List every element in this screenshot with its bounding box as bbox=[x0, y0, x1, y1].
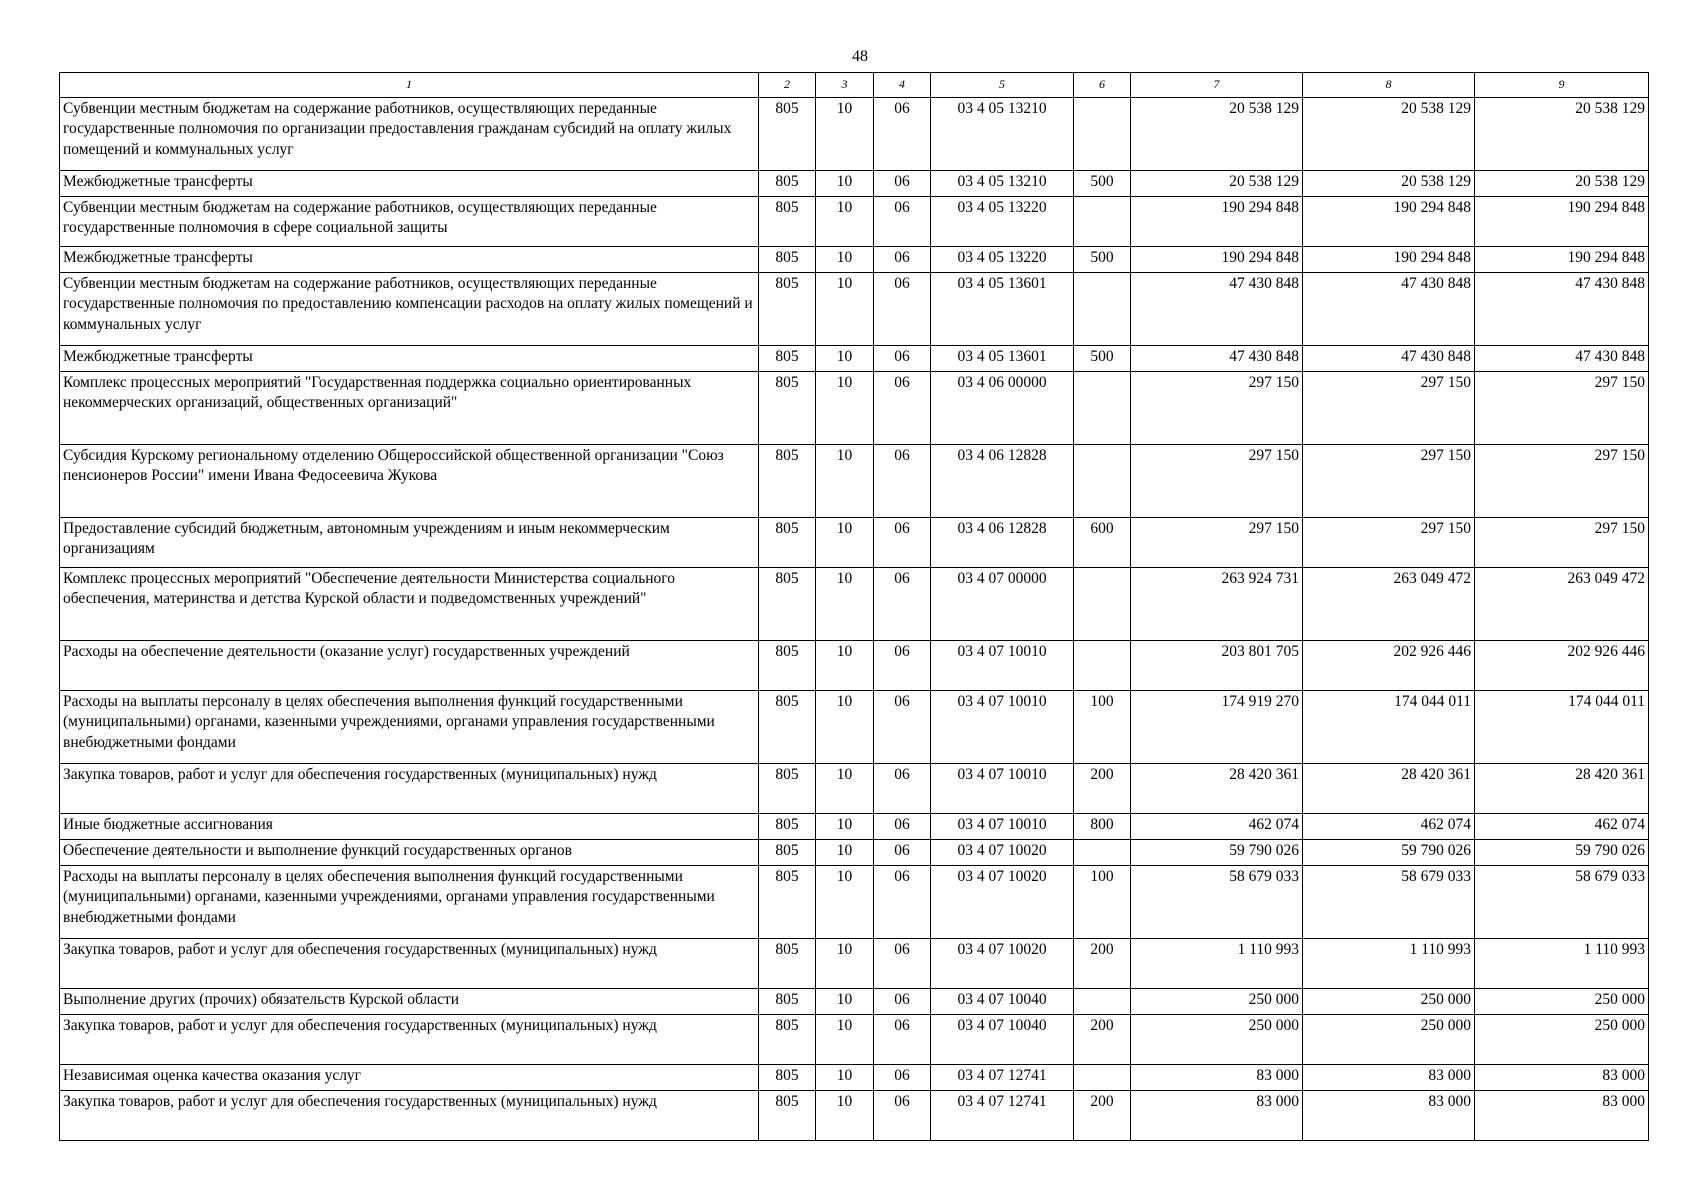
row-section-code: 10 bbox=[816, 247, 874, 273]
row-amount-col9: 462 074 bbox=[1475, 814, 1649, 840]
row-ministry-code: 805 bbox=[759, 1091, 816, 1141]
row-amount-col8: 83 000 bbox=[1303, 1065, 1475, 1091]
row-amount-col7: 190 294 848 bbox=[1131, 197, 1303, 247]
row-amount-col8: 250 000 bbox=[1303, 1015, 1475, 1065]
table-row bbox=[60, 866, 1649, 939]
row-section-code: 10 bbox=[816, 98, 874, 171]
row-expense-type bbox=[1074, 445, 1131, 518]
row-amount-col9: 297 150 bbox=[1475, 518, 1649, 568]
row-ministry-code: 805 bbox=[759, 445, 816, 518]
row-ministry-code: 805 bbox=[759, 247, 816, 273]
table-row bbox=[60, 814, 1649, 840]
row-description: Закупка товаров, работ и услуг для обеспечения государственных (муниципальных) нужд bbox=[60, 939, 759, 989]
row-amount-col7: 190 294 848 bbox=[1131, 247, 1303, 273]
table-row bbox=[60, 171, 1649, 197]
row-target-article: 03 4 05 13220 bbox=[931, 197, 1074, 247]
row-section-code: 10 bbox=[816, 840, 874, 866]
row-expense-type: 200 bbox=[1074, 1091, 1131, 1141]
row-description: Независимая оценка качества оказания услуг bbox=[60, 1065, 759, 1091]
row-section-code: 10 bbox=[816, 518, 874, 568]
row-section-code: 10 bbox=[816, 372, 874, 445]
row-subsection-code: 06 bbox=[874, 568, 931, 641]
table-row bbox=[60, 247, 1649, 273]
row-ministry-code: 805 bbox=[759, 866, 816, 939]
row-target-article: 03 4 07 10020 bbox=[931, 866, 1074, 939]
row-target-article: 03 4 07 10040 bbox=[931, 989, 1074, 1015]
row-subsection-code: 06 bbox=[874, 866, 931, 939]
row-target-article: 03 4 07 10010 bbox=[931, 764, 1074, 814]
row-description: Межбюджетные трансферты bbox=[60, 346, 759, 372]
row-subsection-code: 06 bbox=[874, 273, 931, 346]
row-amount-col9: 250 000 bbox=[1475, 989, 1649, 1015]
row-description: Субсидия Курскому региональному отделению Общероссийской общественной организации "Союз пенсионеров России" имени Ивана Федосеевича Жукова bbox=[60, 445, 759, 518]
row-amount-col8: 202 926 446 bbox=[1303, 641, 1475, 691]
row-section-code: 10 bbox=[816, 939, 874, 989]
table-row bbox=[60, 518, 1649, 568]
row-expense-type: 500 bbox=[1074, 247, 1131, 273]
row-section-code: 10 bbox=[816, 1065, 874, 1091]
row-section-code: 10 bbox=[816, 764, 874, 814]
column-header: 8 bbox=[1303, 73, 1475, 98]
table-row bbox=[60, 1015, 1649, 1065]
table-row bbox=[60, 273, 1649, 346]
row-amount-col9: 190 294 848 bbox=[1475, 247, 1649, 273]
row-amount-col7: 1 110 993 bbox=[1131, 939, 1303, 989]
row-subsection-code: 06 bbox=[874, 518, 931, 568]
row-amount-col8: 1 110 993 bbox=[1303, 939, 1475, 989]
row-expense-type bbox=[1074, 273, 1131, 346]
budget-table bbox=[59, 72, 1649, 1141]
row-amount-col9: 28 420 361 bbox=[1475, 764, 1649, 814]
row-amount-col8: 297 150 bbox=[1303, 518, 1475, 568]
row-amount-col8: 174 044 011 bbox=[1303, 691, 1475, 764]
row-amount-col8: 190 294 848 bbox=[1303, 247, 1475, 273]
row-section-code: 10 bbox=[816, 346, 874, 372]
row-amount-col7: 297 150 bbox=[1131, 372, 1303, 445]
row-expense-type bbox=[1074, 568, 1131, 641]
table-row bbox=[60, 197, 1649, 247]
row-expense-type: 200 bbox=[1074, 764, 1131, 814]
column-header: 6 bbox=[1074, 73, 1131, 98]
column-header: 7 bbox=[1131, 73, 1303, 98]
row-expense-type bbox=[1074, 98, 1131, 171]
row-expense-type: 500 bbox=[1074, 346, 1131, 372]
row-target-article: 03 4 06 00000 bbox=[931, 372, 1074, 445]
row-subsection-code: 06 bbox=[874, 989, 931, 1015]
row-ministry-code: 805 bbox=[759, 197, 816, 247]
row-expense-type: 500 bbox=[1074, 171, 1131, 197]
column-number-row bbox=[60, 73, 1649, 98]
row-ministry-code: 805 bbox=[759, 939, 816, 989]
row-amount-col8: 47 430 848 bbox=[1303, 346, 1475, 372]
column-header: 4 bbox=[874, 73, 931, 98]
row-expense-type: 200 bbox=[1074, 1015, 1131, 1065]
row-amount-col9: 20 538 129 bbox=[1475, 171, 1649, 197]
row-target-article: 03 4 07 12741 bbox=[931, 1065, 1074, 1091]
row-amount-col7: 83 000 bbox=[1131, 1065, 1303, 1091]
row-subsection-code: 06 bbox=[874, 372, 931, 445]
row-target-article: 03 4 06 12828 bbox=[931, 445, 1074, 518]
row-ministry-code: 805 bbox=[759, 518, 816, 568]
row-expense-type: 200 bbox=[1074, 939, 1131, 989]
page-number: 48 bbox=[852, 48, 868, 65]
row-expense-type bbox=[1074, 372, 1131, 445]
row-amount-col9: 202 926 446 bbox=[1475, 641, 1649, 691]
row-description: Расходы на выплаты персоналу в целях обеспечения выполнения функций государственными (муниципальными) органами, казенными учреждениями, органами управления государственными внебюджетными фондами bbox=[60, 866, 759, 939]
table-row bbox=[60, 568, 1649, 641]
row-target-article: 03 4 07 12741 bbox=[931, 1091, 1074, 1141]
row-amount-col8: 250 000 bbox=[1303, 989, 1475, 1015]
row-target-article: 03 4 07 00000 bbox=[931, 568, 1074, 641]
row-amount-col9: 250 000 bbox=[1475, 1015, 1649, 1065]
row-amount-col9: 297 150 bbox=[1475, 445, 1649, 518]
row-subsection-code: 06 bbox=[874, 171, 931, 197]
row-amount-col8: 297 150 bbox=[1303, 445, 1475, 518]
table-row bbox=[60, 445, 1649, 518]
row-amount-col8: 20 538 129 bbox=[1303, 171, 1475, 197]
row-target-article: 03 4 05 13210 bbox=[931, 171, 1074, 197]
row-amount-col7: 297 150 bbox=[1131, 518, 1303, 568]
row-section-code: 10 bbox=[816, 171, 874, 197]
row-description: Расходы на обеспечение деятельности (оказание услуг) государственных учреждений bbox=[60, 641, 759, 691]
row-amount-col9: 59 790 026 bbox=[1475, 840, 1649, 866]
row-ministry-code: 805 bbox=[759, 98, 816, 171]
row-amount-col7: 297 150 bbox=[1131, 445, 1303, 518]
row-description: Обеспечение деятельности и выполнение функций государственных органов bbox=[60, 840, 759, 866]
row-ministry-code: 805 bbox=[759, 372, 816, 445]
row-amount-col8: 263 049 472 bbox=[1303, 568, 1475, 641]
row-expense-type bbox=[1074, 1065, 1131, 1091]
table-row bbox=[60, 372, 1649, 445]
row-ministry-code: 805 bbox=[759, 1065, 816, 1091]
row-amount-col8: 190 294 848 bbox=[1303, 197, 1475, 247]
row-amount-col7: 20 538 129 bbox=[1131, 98, 1303, 171]
row-subsection-code: 06 bbox=[874, 1091, 931, 1141]
row-amount-col8: 462 074 bbox=[1303, 814, 1475, 840]
row-subsection-code: 06 bbox=[874, 197, 931, 247]
row-description: Закупка товаров, работ и услуг для обеспечения государственных (муниципальных) нужд bbox=[60, 1015, 759, 1065]
row-amount-col7: 263 924 731 bbox=[1131, 568, 1303, 641]
row-description: Комплекс процессных мероприятий "Государственная поддержка социально ориентированных некоммерческих организаций, общественных организаций" bbox=[60, 372, 759, 445]
row-description: Предоставление субсидий бюджетным, автономным учреждениям и иным некоммерческим организациям bbox=[60, 518, 759, 568]
row-section-code: 10 bbox=[816, 273, 874, 346]
row-section-code: 10 bbox=[816, 1091, 874, 1141]
row-description: Выполнение других (прочих) обязательств Курской области bbox=[60, 989, 759, 1015]
column-header: 9 bbox=[1475, 73, 1649, 98]
row-ministry-code: 805 bbox=[759, 641, 816, 691]
row-description: Закупка товаров, работ и услуг для обеспечения государственных (муниципальных) нужд bbox=[60, 1091, 759, 1141]
row-section-code: 10 bbox=[816, 641, 874, 691]
row-ministry-code: 805 bbox=[759, 1015, 816, 1065]
row-expense-type bbox=[1074, 840, 1131, 866]
row-amount-col7: 47 430 848 bbox=[1131, 273, 1303, 346]
row-target-article: 03 4 05 13601 bbox=[931, 346, 1074, 372]
row-ministry-code: 805 bbox=[759, 273, 816, 346]
row-expense-type: 600 bbox=[1074, 518, 1131, 568]
table-row bbox=[60, 989, 1649, 1015]
row-amount-col7: 462 074 bbox=[1131, 814, 1303, 840]
row-description: Межбюджетные трансферты bbox=[60, 247, 759, 273]
row-expense-type: 100 bbox=[1074, 691, 1131, 764]
row-amount-col9: 20 538 129 bbox=[1475, 98, 1649, 171]
row-expense-type bbox=[1074, 989, 1131, 1015]
row-amount-col8: 28 420 361 bbox=[1303, 764, 1475, 814]
row-amount-col7: 58 679 033 bbox=[1131, 866, 1303, 939]
table-row bbox=[60, 691, 1649, 764]
row-amount-col9: 190 294 848 bbox=[1475, 197, 1649, 247]
row-amount-col9: 263 049 472 bbox=[1475, 568, 1649, 641]
row-subsection-code: 06 bbox=[874, 814, 931, 840]
row-expense-type bbox=[1074, 197, 1131, 247]
row-amount-col7: 174 919 270 bbox=[1131, 691, 1303, 764]
row-target-article: 03 4 07 10020 bbox=[931, 939, 1074, 989]
table-row bbox=[60, 641, 1649, 691]
row-ministry-code: 805 bbox=[759, 840, 816, 866]
row-target-article: 03 4 07 10010 bbox=[931, 691, 1074, 764]
table-row bbox=[60, 1091, 1649, 1141]
table-row bbox=[60, 1065, 1649, 1091]
row-target-article: 03 4 07 10020 bbox=[931, 840, 1074, 866]
row-target-article: 03 4 07 10040 bbox=[931, 1015, 1074, 1065]
row-section-code: 10 bbox=[816, 445, 874, 518]
table-row bbox=[60, 764, 1649, 814]
row-amount-col9: 297 150 bbox=[1475, 372, 1649, 445]
row-description: Расходы на выплаты персоналу в целях обеспечения выполнения функций государственными (муниципальными) органами, казенными учреждениями, органами управления государственными внебюджетными фондами bbox=[60, 691, 759, 764]
row-amount-col8: 83 000 bbox=[1303, 1091, 1475, 1141]
row-section-code: 10 bbox=[816, 989, 874, 1015]
row-amount-col7: 28 420 361 bbox=[1131, 764, 1303, 814]
row-subsection-code: 06 bbox=[874, 346, 931, 372]
row-target-article: 03 4 05 13210 bbox=[931, 98, 1074, 171]
table-body bbox=[60, 98, 1649, 1141]
row-target-article: 03 4 07 10010 bbox=[931, 814, 1074, 840]
row-amount-col9: 83 000 bbox=[1475, 1091, 1649, 1141]
row-subsection-code: 06 bbox=[874, 1065, 931, 1091]
row-subsection-code: 06 bbox=[874, 641, 931, 691]
row-amount-col8: 297 150 bbox=[1303, 372, 1475, 445]
row-description: Иные бюджетные ассигнования bbox=[60, 814, 759, 840]
row-subsection-code: 06 bbox=[874, 445, 931, 518]
row-amount-col7: 47 430 848 bbox=[1131, 346, 1303, 372]
row-section-code: 10 bbox=[816, 814, 874, 840]
row-ministry-code: 805 bbox=[759, 346, 816, 372]
row-amount-col9: 1 110 993 bbox=[1475, 939, 1649, 989]
row-expense-type bbox=[1074, 641, 1131, 691]
row-ministry-code: 805 bbox=[759, 691, 816, 764]
row-amount-col7: 250 000 bbox=[1131, 1015, 1303, 1065]
column-header: 3 bbox=[816, 73, 874, 98]
row-subsection-code: 06 bbox=[874, 764, 931, 814]
row-ministry-code: 805 bbox=[759, 989, 816, 1015]
row-subsection-code: 06 bbox=[874, 98, 931, 171]
row-ministry-code: 805 bbox=[759, 764, 816, 814]
row-subsection-code: 06 bbox=[874, 1015, 931, 1065]
row-ministry-code: 805 bbox=[759, 171, 816, 197]
row-target-article: 03 4 05 13220 bbox=[931, 247, 1074, 273]
column-header: 1 bbox=[60, 73, 759, 98]
row-description: Закупка товаров, работ и услуг для обеспечения государственных (муниципальных) нужд bbox=[60, 764, 759, 814]
column-header: 5 bbox=[931, 73, 1074, 98]
row-amount-col7: 59 790 026 bbox=[1131, 840, 1303, 866]
column-header: 2 bbox=[759, 73, 816, 98]
row-amount-col8: 59 790 026 bbox=[1303, 840, 1475, 866]
row-subsection-code: 06 bbox=[874, 247, 931, 273]
row-description: Субвенции местным бюджетам на содержание работников, осуществляющих переданные государственные полномочия по организации предоставления гражданам субсидий на оплату жилых помещений и коммунальных услуг bbox=[60, 98, 759, 171]
row-description: Комплекс процессных мероприятий "Обеспечение деятельности Министерства социального обеспечения, материнства и детства Курской области и подведомственных учреждений" bbox=[60, 568, 759, 641]
row-section-code: 10 bbox=[816, 691, 874, 764]
row-subsection-code: 06 bbox=[874, 691, 931, 764]
row-description: Субвенции местным бюджетам на содержание работников, осуществляющих переданные государственные полномочия по предоставлению компенсации расходов на оплату жилых помещений и коммунальных услуг bbox=[60, 273, 759, 346]
row-amount-col9: 47 430 848 bbox=[1475, 346, 1649, 372]
row-ministry-code: 805 bbox=[759, 814, 816, 840]
row-description: Межбюджетные трансферты bbox=[60, 171, 759, 197]
table-row bbox=[60, 939, 1649, 989]
row-ministry-code: 805 bbox=[759, 568, 816, 641]
table-row bbox=[60, 98, 1649, 171]
row-amount-col7: 83 000 bbox=[1131, 1091, 1303, 1141]
row-section-code: 10 bbox=[816, 1015, 874, 1065]
row-amount-col8: 58 679 033 bbox=[1303, 866, 1475, 939]
table-row bbox=[60, 840, 1649, 866]
row-target-article: 03 4 07 10010 bbox=[931, 641, 1074, 691]
row-amount-col9: 47 430 848 bbox=[1475, 273, 1649, 346]
row-amount-col8: 47 430 848 bbox=[1303, 273, 1475, 346]
row-subsection-code: 06 bbox=[874, 840, 931, 866]
row-subsection-code: 06 bbox=[874, 939, 931, 989]
row-amount-col7: 203 801 705 bbox=[1131, 641, 1303, 691]
row-description: Субвенции местным бюджетам на содержание работников, осуществляющих переданные государственные полномочия в сфере социальной защиты bbox=[60, 197, 759, 247]
row-amount-col9: 83 000 bbox=[1475, 1065, 1649, 1091]
row-section-code: 10 bbox=[816, 568, 874, 641]
row-section-code: 10 bbox=[816, 197, 874, 247]
row-target-article: 03 4 05 13601 bbox=[931, 273, 1074, 346]
row-amount-col9: 58 679 033 bbox=[1475, 866, 1649, 939]
row-amount-col7: 20 538 129 bbox=[1131, 171, 1303, 197]
table-row bbox=[60, 346, 1649, 372]
row-target-article: 03 4 06 12828 bbox=[931, 518, 1074, 568]
row-section-code: 10 bbox=[816, 866, 874, 939]
row-amount-col9: 174 044 011 bbox=[1475, 691, 1649, 764]
row-amount-col7: 250 000 bbox=[1131, 989, 1303, 1015]
row-expense-type: 800 bbox=[1074, 814, 1131, 840]
row-amount-col8: 20 538 129 bbox=[1303, 98, 1475, 171]
row-expense-type: 100 bbox=[1074, 866, 1131, 939]
